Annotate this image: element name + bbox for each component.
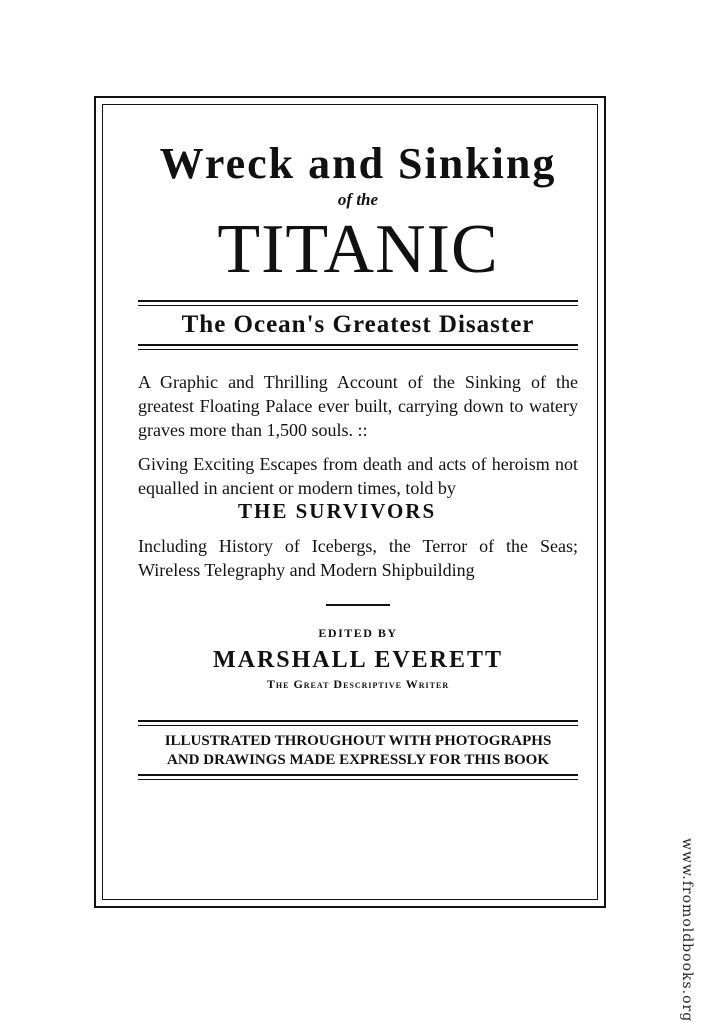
description-paragraph: Giving Exciting Escapes from death and acts of heroism not equalled in ancient or modern times, told by	[138, 454, 578, 498]
divider-rule	[138, 774, 578, 780]
author-subtitle: The Great Descriptive Writer	[266, 677, 450, 691]
illustrated-line-1: ILLUSTRATED THROUGHOUT WITH PHOTOGRAPHS	[164, 733, 552, 749]
divider-rule	[138, 344, 578, 350]
title-page	[138, 140, 578, 780]
illustrated-line-2: AND DRAWINGS MADE EXPRESSLY FOR THIS BOOK	[166, 752, 550, 768]
title-line-1: Wreck and Sinking	[159, 139, 557, 188]
watermark-text: www.fromoldbooks.org	[679, 838, 695, 1022]
edited-by-label: EDITED BY	[318, 626, 398, 640]
survivors-heading: THE SURVIVORS	[238, 499, 437, 523]
short-divider	[326, 604, 390, 606]
illustrated-note	[138, 732, 578, 770]
main-title: TITANIC	[217, 211, 499, 288]
divider-rule	[138, 300, 578, 306]
subtitle: The Ocean's Greatest Disaster	[181, 311, 535, 338]
description-paragraph: A Graphic and Thrilling Account of the Sinking of the greatest Floating Palace ever built, carrying down to watery graves more than 1,500 souls. ::	[138, 372, 578, 440]
description-paragraph: Including History of Icebergs, the Terror of the Seas; Wireless Telegraphy and Modern Shipbuilding	[138, 536, 578, 580]
divider-rule	[138, 720, 578, 726]
title-line-2: of the	[337, 190, 379, 209]
author-name: MARSHALL EVERETT	[212, 647, 504, 673]
